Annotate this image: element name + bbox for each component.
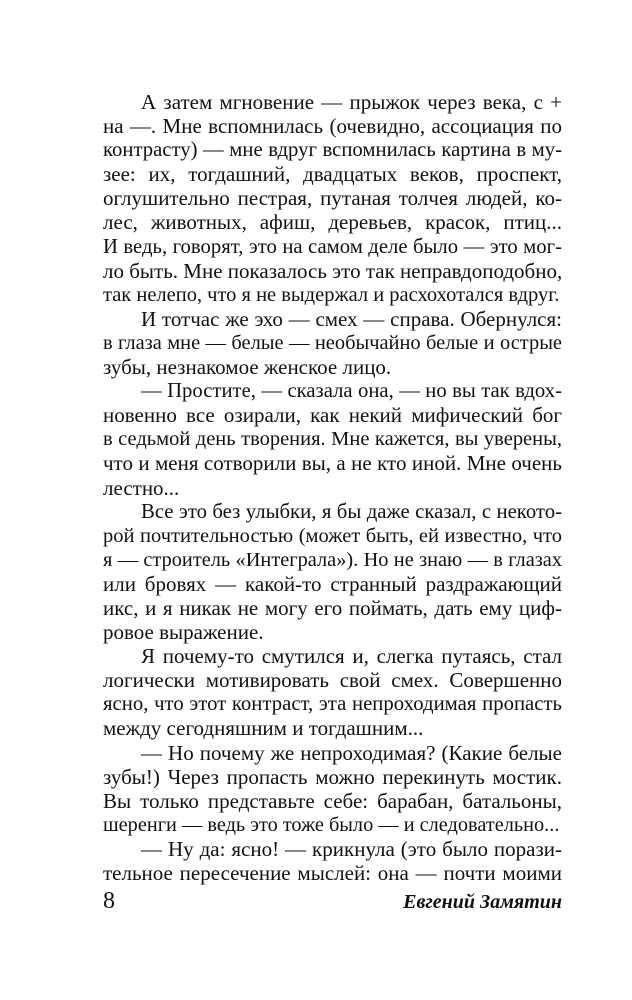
text-line: новенно все озирали, как некий мифический бог <box>103 403 562 428</box>
text-line: Вы только представьте себе: барабан, батальоны, <box>103 788 562 813</box>
text-line: зее: их, тогдашний, двадцатых веков, проспект, <box>103 162 562 187</box>
text-line: икс, и я никак не могу его поймать, дать ему циф- <box>103 595 562 620</box>
text-line: контрасту) — мне вдруг вспомнилась картина в му- <box>103 139 562 162</box>
text-line: оглушительно пестрая, путаная толчея людей, ко- <box>103 186 562 211</box>
running-footer-author: Евгений Замятин <box>403 891 562 913</box>
text-line: тельное пересечение мыслей: она — почти моими <box>103 861 562 885</box>
page-number: 8 <box>103 888 115 914</box>
text-line: в глаза мне — белые — необычайно белые и острые <box>103 331 562 354</box>
text-line: Я почему-то смутился и, слегка путаясь, стал <box>141 644 562 669</box>
text-line: Все это без улыбки, я бы даже сказал, с некото- <box>141 500 562 523</box>
body-text <box>103 90 562 885</box>
text-line: в седьмой день творения. Мне кажется, вы уверены, <box>103 428 562 451</box>
text-line: логически мотивировать свой смех. Совершенно <box>103 668 562 693</box>
text-line: ясно, что этот контраст, эта непроходимая пропасть <box>103 693 562 716</box>
page-footer <box>103 887 562 915</box>
text-line: — Но почему же непроходимая? (Какие белые <box>141 740 562 765</box>
text-line: — Ну да: ясно! — крикнула (это было порази- <box>141 836 562 861</box>
text-line: на —. Мне вспомнилась (очевидно, ассоциация по <box>103 114 562 139</box>
text-line: ло быть. Мне показалось это так неправдоподобно, <box>103 258 563 283</box>
text-line: ровое выражение. <box>103 620 264 645</box>
text-line: А затем мгновение — прыжок через века, с + <box>141 90 562 114</box>
text-line: шеренги — ведь это тоже было — и следовательно... <box>103 813 560 836</box>
text-line: — Простите, — сказала она, — но вы так вдох- <box>141 380 562 403</box>
text-line: я — строитель «Интеграла»). Но не знаю — в глазах <box>103 548 562 571</box>
text-line: зубы!) Через пропасть можно перекинуть мостик. <box>103 764 562 789</box>
text-line: так нелепо, что я не выдержал и расхохотался вдруг. <box>103 283 560 306</box>
text-line: И ведь, говорят, это на самом деле было — это мог- <box>103 235 562 258</box>
text-line: зубы, незнакомое женское лицо. <box>103 355 392 380</box>
text-line: И тотчас же эхо — смех — справа. Обернулся: <box>141 306 562 331</box>
text-line: лестно... <box>103 475 180 500</box>
text-line: лес, животных, афиш, деревьев, красок, птиц... <box>103 210 562 235</box>
text-line: рой почтительностью (может быть, ей известно, что <box>103 524 562 547</box>
text-line: что и меня сотворили вы, а не кто иной. Мне очень <box>103 451 562 476</box>
text-line: или бровях — какой-то странный раздражающий <box>103 571 562 596</box>
text-line: между сегодняшним и тогдашним... <box>103 716 424 741</box>
